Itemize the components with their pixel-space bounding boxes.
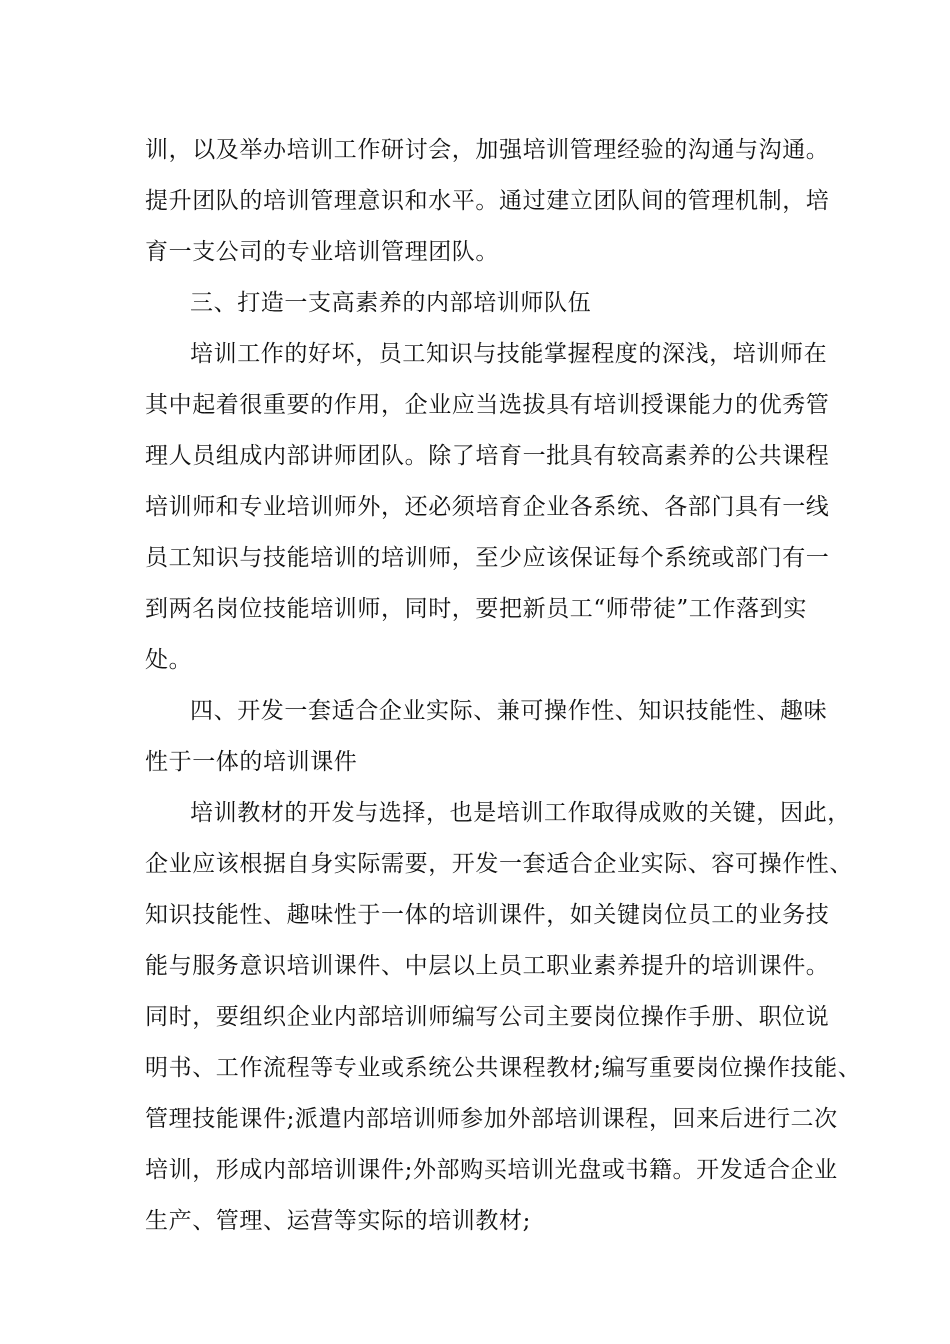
- paragraph-line: 处。: [145, 647, 193, 673]
- section-heading: 四、开发一套适合企业实际、兼可操作性、知识技能性、趣味: [190, 698, 828, 724]
- paragraph-line: 培训，形成内部培训课件;外部购买培训光盘或书籍。开发适合企业: [145, 1157, 838, 1183]
- paragraph-line: 理人员组成内部讲师团队。除了培育一批具有较高素养的公共课程: [145, 443, 830, 469]
- paragraph-line: 其中起着很重要的作用，企业应当选拔具有培训授课能力的优秀管: [145, 392, 830, 418]
- section-heading-continued: 性于一体的培训课件: [145, 749, 358, 775]
- paragraph-line: 企业应该根据自身实际需要，开发一套适合企业实际、容可操作性、: [145, 851, 853, 877]
- paragraph-line: 提升团队的培训管理意识和水平。通过建立团队间的管理机制，培: [145, 188, 830, 214]
- paragraph-line: 育一支公司的专业培训管理团队。: [145, 239, 499, 265]
- paragraph-line: 培训师和专业培训师外，还必须培育企业各系统、各部门具有一线: [145, 494, 830, 520]
- section-heading: 三、打造一支高素养的内部培训师队伍: [190, 290, 592, 316]
- paragraph-line: 培训教材的开发与选择，也是培训工作取得成败的关键，因此，: [190, 800, 851, 826]
- paragraph-line: 同时，要组织企业内部培训师编写公司主要岗位操作手册、职位说: [145, 1004, 830, 1030]
- paragraph-line: 到两名岗位技能培训师，同时，要把新员工“师带徒”工作落到实: [145, 596, 807, 622]
- paragraph-line: 训，以及举办培训工作研讨会，加强培训管理经验的沟通与沟通。: [145, 137, 830, 163]
- paragraph-line: 管理技能课件;派遣内部培训师参加外部培训课程，回来后进行二次: [145, 1106, 838, 1132]
- paragraph-line: 生产、管理、运营等实际的培训教材;: [145, 1208, 531, 1234]
- paragraph-line: 知识技能性、趣味性于一体的培训课件，如关键岗位员工的业务技: [145, 902, 830, 928]
- paragraph-line: 培训工作的好坏，员工知识与技能掌握程度的深浅，培训师在: [190, 341, 828, 367]
- paragraph-line: 能与服务意识培训课件、中层以上员工职业素养提升的培训课件。: [145, 953, 830, 979]
- paragraph-line: 明书、工作流程等专业或系统公共课程教材;编写重要岗位操作技能、: [145, 1055, 862, 1081]
- paragraph-line: 员工知识与技能培训的培训师，至少应该保证每个系统或部门有一: [145, 545, 830, 571]
